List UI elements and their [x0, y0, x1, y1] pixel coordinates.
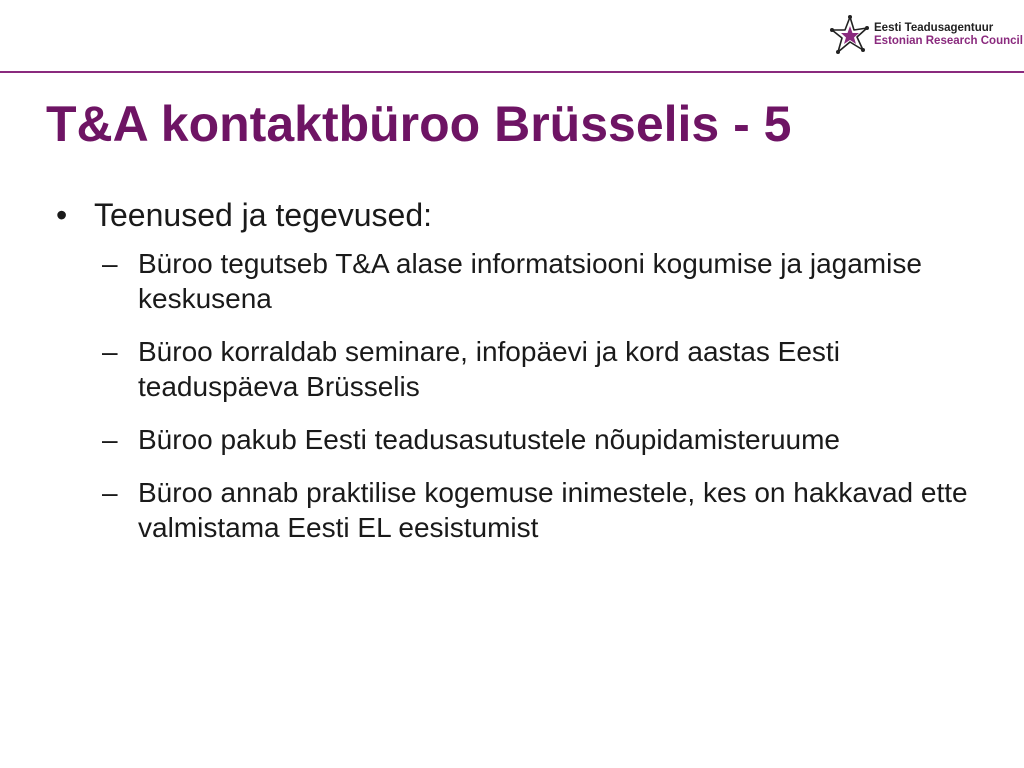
- sub-item-text: Büroo korraldab seminare, infopäevi ja kord aastas Eesti teaduspäeva Brüsselis: [138, 336, 840, 402]
- sub-item-text: Büroo tegutseb T&A alase informatsiooni kogumise ja jagamise keskusena: [138, 248, 922, 314]
- sub-item: [56, 422, 986, 457]
- sub-item: [56, 475, 986, 545]
- logo: [828, 14, 1023, 58]
- dash-marker: –: [102, 424, 118, 455]
- header-divider: [0, 71, 1024, 73]
- star-logo-icon: [828, 14, 872, 58]
- logo-name-english: Estonian Research Council: [874, 35, 1023, 47]
- bullet-item: [56, 194, 986, 236]
- sub-item: [56, 246, 986, 316]
- sub-item-text: Büroo pakub Eesti teadusasutustele nõupidamisteruume: [138, 424, 840, 455]
- slide-content: [56, 194, 986, 563]
- sub-item-text: Büroo annab praktilise kogemuse inimestele, kes on hakkavad ette valmistama Eesti EL eesistumist: [138, 477, 968, 543]
- dash-marker: –: [102, 336, 118, 367]
- logo-name-estonian: Eesti Teadusagentuur: [874, 22, 994, 34]
- bullet-text: Teenused ja tegevused:: [94, 197, 433, 233]
- bullet-marker: •: [56, 197, 68, 233]
- dash-marker: –: [102, 248, 118, 279]
- sub-item: [56, 334, 986, 404]
- slide-title: T&A kontaktbüroo Brüsselis - 5: [46, 96, 792, 152]
- dash-marker: –: [102, 477, 118, 508]
- logo-text: [874, 22, 1023, 48]
